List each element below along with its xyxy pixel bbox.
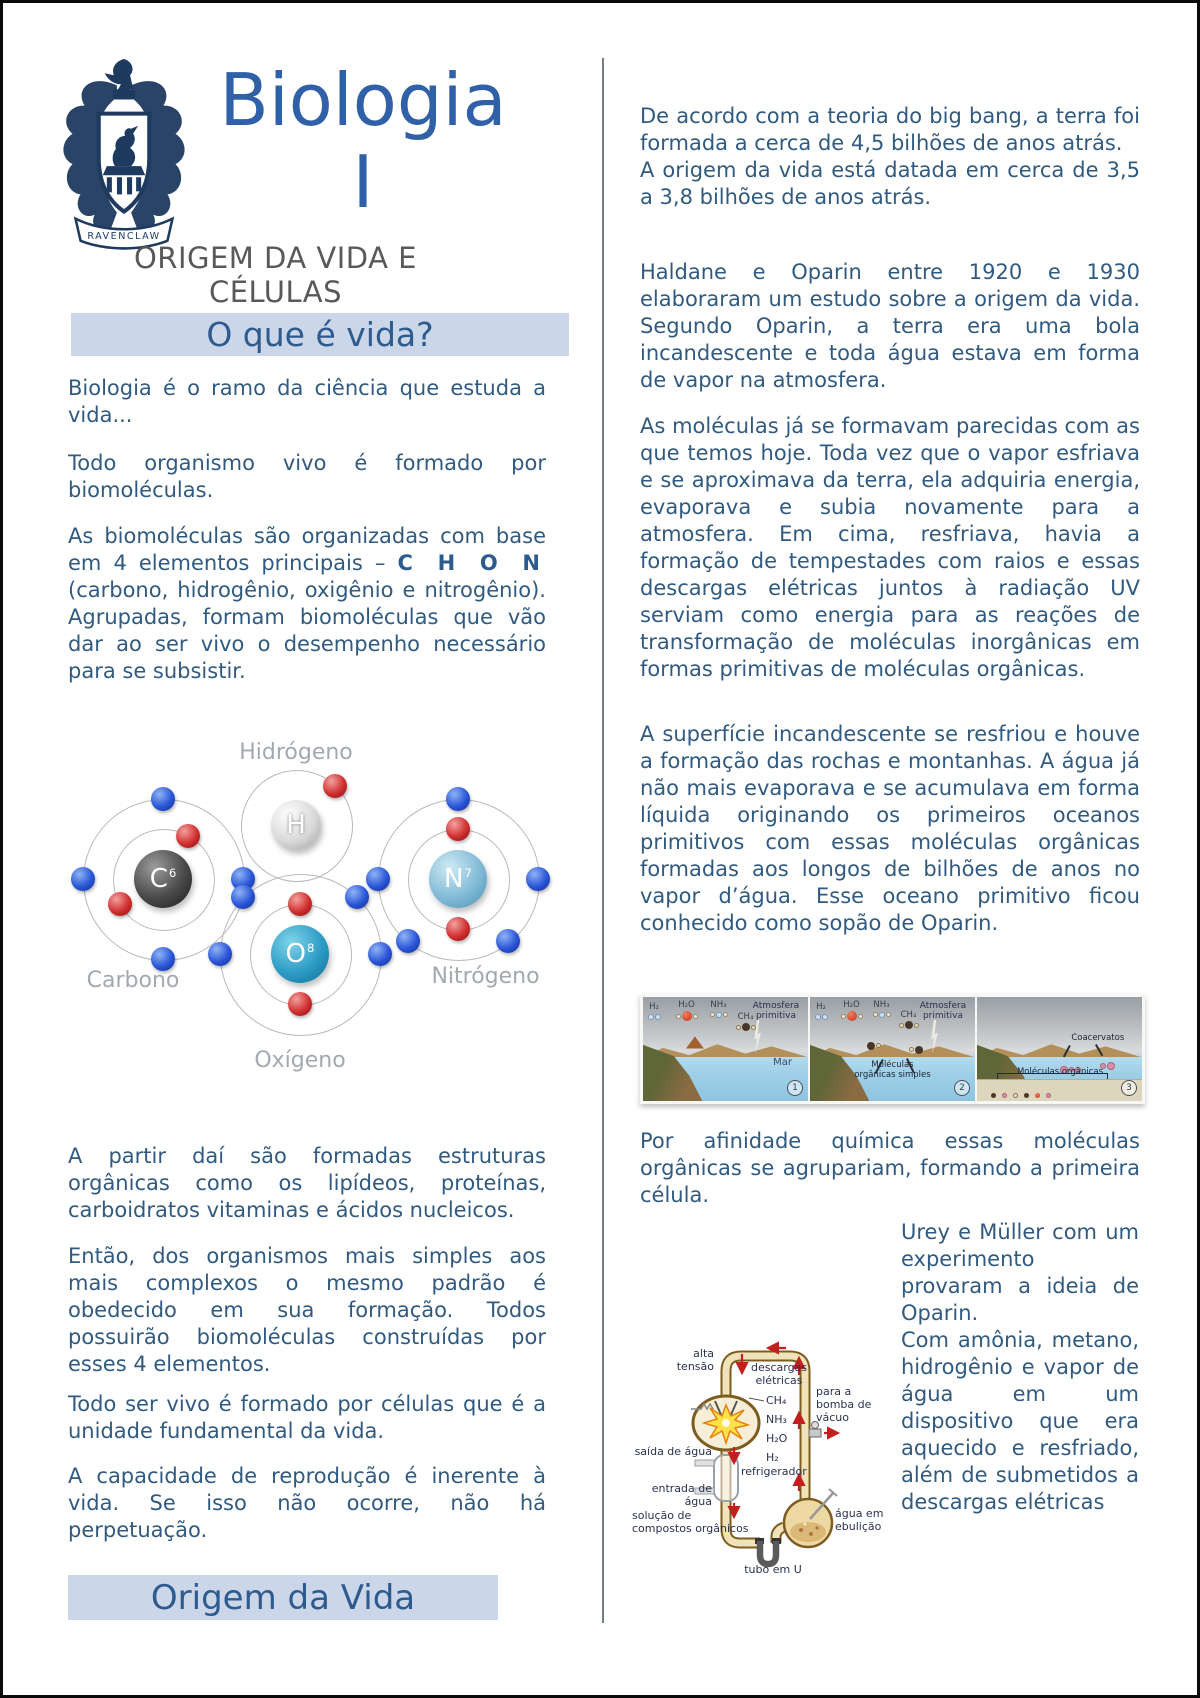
atmosphere-label: Atmosfera primitiva [752, 1001, 800, 1021]
paragraph-chemical-affinity: Por afinidade química essas moléculas orgânicas se agrupariam, formando a primeira célula. [640, 1129, 1140, 1207]
simple-organic-molecule [866, 1035, 881, 1054]
electron [288, 892, 312, 916]
oxygen-symbol: O [285, 939, 307, 969]
condenser-label: refrigerador [741, 1465, 807, 1478]
molecule-nh3: NH₃ [709, 1001, 728, 1020]
water-out-label: saída de água [634, 1445, 712, 1458]
primitive-ocean-figure [640, 994, 1145, 1104]
section-header-what-is-life: O que é vida? [71, 313, 569, 356]
gases-labels [766, 1391, 787, 1467]
carbon-number: 6 [168, 866, 177, 880]
paragraph-biology-definition: Biologia é o ramo da ciência que estuda a vida... [68, 376, 546, 427]
electron [446, 917, 470, 941]
molecule-ch4: CH₄ [898, 1011, 919, 1031]
gas-nh3: NH₃ [766, 1413, 787, 1426]
chon-atom-diagram [63, 736, 553, 1081]
electron [208, 942, 232, 966]
atmosphere-label: Atmosfera primitiva [919, 1001, 967, 1021]
electric-discharges-label: descargas elétricas [750, 1361, 808, 1387]
molecule-h2o: H₂O [840, 1001, 863, 1022]
panel-number: 3 [1121, 1080, 1137, 1096]
nitrogen-nucleus [429, 850, 487, 908]
paragraph-urey-muller [901, 1219, 1139, 1516]
page-title-line1: Biologia [219, 58, 507, 142]
ocean-panel-1 [643, 997, 808, 1101]
section-header-origin-of-life: Origem da Vida [68, 1575, 498, 1620]
paragraph-reproduction: A capacidade de reprodução é inerente à vida. Se isso não ocorre, não há perpetuação. [68, 1464, 546, 1542]
oxygen-label: Oxígeno [254, 1048, 346, 1073]
organic-compounds-label: solução de compostos orgânicos [632, 1509, 749, 1535]
hydrogen-label: Hidrógeno [239, 740, 353, 765]
panel-number: 1 [787, 1080, 803, 1096]
crest-banner-text: RAVENCLAW [87, 230, 161, 242]
chon-bold: C H O N [397, 551, 546, 575]
gas-ch4: CH₄ [766, 1394, 787, 1407]
electron [396, 929, 420, 953]
vacuum-pump-label: para a bomba de vácuo [816, 1385, 872, 1424]
oxygen-number: 8 [307, 941, 315, 955]
hydrogen-symbol: H [286, 810, 306, 840]
electron [323, 774, 347, 798]
simple-organic-molecule [908, 1039, 923, 1058]
electron [446, 787, 470, 811]
volcano [686, 1037, 704, 1049]
high-voltage-label: alta tensão [676, 1347, 714, 1373]
hydrogen-nucleus [271, 800, 321, 850]
carbon-nucleus [134, 850, 192, 908]
paragraph-same-pattern: Então, dos organismos mais simples aos mais complexos o mesmo padrão é obedecido em sua formação. Todos possuirão biomoléculas construídas por esses 4 elementos. [68, 1244, 546, 1376]
ocean-panel-3 [977, 997, 1142, 1101]
nitrogen-symbol: N [444, 864, 464, 894]
molecule-h2: H₂ [814, 1003, 828, 1022]
paragraph-organic-structures: A partir daí são formadas estruturas orgânicas como os lipídeos, proteínas, carboidratos vitaminas e ácidos nucleicos. [68, 1144, 546, 1222]
urey-experiment-text: Urey e Müller com um experimento provaram a ideia de Oparin. [901, 1220, 1139, 1325]
chon-text-post: (carbono, hidrogênio, oxigênio e nitrogênio). Agrupadas, formam biomoléculas que vão dar ao ser vivo o desempenho necessário para se subsistir. [68, 578, 546, 683]
water-in-label: entrada de água [651, 1482, 712, 1508]
molecule-nh3: NH₃ [872, 1001, 891, 1020]
oxygen-atom [215, 869, 385, 1039]
paragraph-primitive-ocean: A superfície incandescente se resfriou e houve a formação das rochas e montanhas. A água já não mais evaporava e se acumulava em forma líquida originando os primeiros oceanos primitivos com essas moléculas orgânicas formadas aos longos de bilhões de anos no vapor d’água. Esse oceano primitivo ficou conhecido como sopão de Oparin. [640, 722, 1140, 935]
electron [496, 929, 520, 953]
electron [526, 867, 550, 891]
organic-molecule-doodles [990, 1085, 1051, 1101]
molecule-h2o: H₂O [675, 1001, 698, 1022]
paragraph-cells-unit: Todo ser vivo é formado por células que é a unidade fundamental da vida. [68, 1392, 546, 1443]
electron [446, 817, 470, 841]
big-bang-text: De acordo com a teoria do big bang, a terra foi formada a cerca de 4,5 bilhões de anos atrás. [640, 104, 1140, 155]
electron [366, 867, 390, 891]
electron [231, 885, 255, 909]
paragraph-biomolecules: Todo organismo vivo é formado por biomoléculas. [68, 451, 546, 502]
life-origin-date-text: A origem da vida está datada em cerca de 3,5 a 3,8 bilhões de anos atrás. [640, 158, 1140, 209]
gas-h2: H₂ [766, 1451, 779, 1464]
boiling-water-label: água em ebulição [835, 1507, 884, 1533]
ravenclaw-crest [58, 53, 190, 255]
chon-text-pre: As biomoléculas são organizadas com base em 4 elementos principais – [68, 524, 546, 575]
sea-label: Mar [773, 1057, 792, 1069]
carbon-label: Carbono [86, 968, 180, 993]
organic-molecules-caption: Moléculas orgânicas [1016, 1066, 1104, 1077]
paragraph-molecule-formation: As moléculas já se formavam parecidas com as que temos hoje. Toda vez que o vapor esfriava e se aproximava da terra, ela adquiria energia, evaporava e subia novamente para a atmosfera. Em cima, resfriava, havia a formação de tempestades com raios e essas descargas elétricas juntos à radiação UV serviam como energia para as reações de transformação de moléculas inorgânicas em formas primitivas de moléculas orgânicas. [640, 414, 1140, 681]
nitrogen-label: Nitrógeno [431, 964, 540, 989]
carbon-symbol: C [149, 864, 168, 894]
electron [288, 992, 312, 1016]
simple-molecules-caption: Moléculas orgânicas simples [854, 1060, 931, 1080]
oxygen-nucleus [271, 925, 329, 983]
molecule-ch4: CH₄ [735, 1013, 756, 1033]
paragraph-haldane-oparin: Haldane e Oparin entre 1920 e 1930 elaboraram um estudo sobre a origem da vida. Segundo Oparin, a terra era uma bola incandescente e toda água estava em forma de vapor na atmosfera. [640, 260, 1140, 392]
gas-h2o: H₂O [766, 1432, 788, 1445]
nitrogen-number: 7 [464, 866, 472, 880]
electron [176, 824, 200, 848]
electron [345, 885, 369, 909]
molecule-h2: H₂ [647, 1003, 661, 1022]
u-tube-label: tubo em U [744, 1563, 802, 1576]
ocean-panel-2 [810, 997, 975, 1101]
page-title [183, 59, 543, 223]
paragraph-big-bang [640, 103, 1140, 211]
electron [108, 892, 132, 916]
electron [151, 787, 175, 811]
nitrogen-atom [373, 794, 543, 964]
coacervates-label: Coacervatos [1071, 1033, 1125, 1044]
paragraph-chon [68, 523, 546, 685]
shore-band [977, 1079, 1142, 1101]
electron [71, 867, 95, 891]
urey-gases-text: Com amônia, metano, hidrogênio e vapor de água em um dispositivo que era aquecido e resfriado, além de submetidos a descargas elétricas [901, 1328, 1139, 1514]
miller-urey-experiment-figure [596, 1341, 896, 1577]
page-title-line2: I [352, 140, 374, 224]
panel-number: 2 [954, 1080, 970, 1096]
page-subtitle: ORIGEM DA VIDA E CÉLULAS [133, 241, 418, 309]
